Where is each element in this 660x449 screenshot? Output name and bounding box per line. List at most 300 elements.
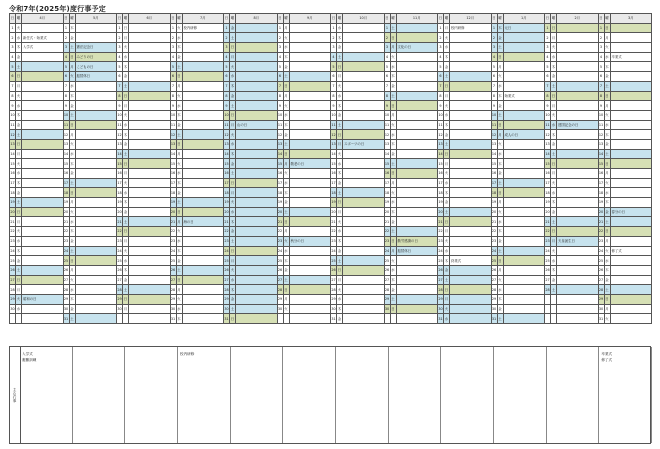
weekday-cell: 土 (230, 236, 236, 246)
day-cell: 21 (438, 217, 444, 227)
weekday-cell: 火 (283, 33, 289, 43)
weekday-cell: 火 (497, 139, 503, 149)
day-cell: 29 (224, 294, 230, 304)
day-cell: 15 (10, 159, 16, 169)
day-cell: 30 (224, 304, 230, 314)
weekday-cell: 水 (337, 159, 343, 169)
day-cell: 1 (117, 23, 123, 33)
weekday-cell: 金 (230, 294, 236, 304)
weekday-cell: 金 (283, 62, 289, 72)
day-cell: 10 (331, 110, 337, 120)
day-cell: 19 (170, 198, 176, 208)
weekday-cell: 水 (69, 81, 75, 91)
day-cell: 6 (438, 72, 444, 82)
event-cell (396, 91, 438, 101)
weekday-cell: 火 (176, 23, 182, 33)
event-cell (557, 275, 599, 285)
day-cell: 5 (438, 62, 444, 72)
event-cell: 新任式・始業式 (22, 33, 64, 43)
calendar-row (10, 265, 652, 275)
day-cell: 19 (438, 198, 444, 208)
day-cell: 5 (331, 62, 337, 72)
day-cell: 8 (598, 91, 604, 101)
calendar-row (10, 236, 652, 246)
day-cell: 29 (277, 294, 283, 304)
day-cell: 25 (10, 256, 16, 266)
day-cell: 8 (331, 91, 337, 101)
event-cell (396, 304, 438, 314)
day-cell: 22 (10, 227, 16, 237)
weekday-cell: 水 (16, 101, 22, 111)
day-cell: 16 (545, 169, 551, 179)
event-cell (289, 314, 331, 324)
event-cell (22, 198, 64, 208)
day-cell: 30 (598, 304, 604, 314)
day-cell: 14 (438, 149, 444, 159)
event-cell: 振替休日 (75, 72, 117, 82)
weekday-cell: 土 (390, 227, 396, 237)
event-cell (182, 139, 224, 149)
day-cell: 22 (63, 227, 69, 237)
day-cell: 12 (10, 130, 16, 140)
weekday-cell: 土 (390, 23, 396, 33)
weekday-cell: 月 (283, 294, 289, 304)
weekday-cell: 日 (123, 294, 129, 304)
event-cell (236, 275, 278, 285)
event-cell (75, 304, 117, 314)
weekday-cell: 土 (176, 130, 182, 140)
day-cell: 14 (224, 149, 230, 159)
event-cell (503, 81, 545, 91)
day-cell: 6 (117, 72, 123, 82)
event-cell (129, 23, 171, 33)
event-cell (610, 256, 652, 266)
day-cell: 28 (170, 285, 176, 295)
weekday-cell: 木 (69, 23, 75, 33)
event-cell (396, 23, 438, 33)
event-cell (289, 62, 331, 72)
summary-line: 校内研修 (180, 352, 195, 356)
weekday-cell: 月 (176, 285, 182, 295)
weekday-cell: 日 (390, 304, 396, 314)
weekday-cell: 月 (390, 246, 396, 256)
event-cell (129, 52, 171, 62)
weekday-cell: 水 (123, 256, 129, 266)
event-cell (289, 227, 331, 237)
event-cell (557, 62, 599, 72)
day-cell: 13 (598, 139, 604, 149)
event-cell (557, 256, 599, 266)
day-cell: 24 (438, 246, 444, 256)
event-cell (503, 236, 545, 246)
event-cell (129, 139, 171, 149)
event-cell (396, 101, 438, 111)
weekday-cell: 水 (230, 72, 236, 82)
calendar-row (10, 81, 652, 91)
month-header: 9月 (289, 14, 331, 24)
weekday-cell: 水 (551, 120, 557, 130)
weekday-cell: 木 (283, 120, 289, 130)
day-cell: 20 (224, 207, 230, 217)
day-cell: 2 (277, 33, 283, 43)
day-cell: 27 (491, 275, 497, 285)
event-cell (129, 81, 171, 91)
day-cell: 15 (545, 159, 551, 169)
day-cell: 4 (438, 52, 444, 62)
event-cell (75, 314, 117, 324)
event-cell (450, 207, 492, 217)
day-cell: 22 (438, 227, 444, 237)
weekday-cell: 木 (497, 23, 503, 33)
event-cell (236, 33, 278, 43)
header-day-9: 日 (438, 14, 444, 24)
event-cell (503, 207, 545, 217)
weekday-cell: 火 (123, 110, 129, 120)
event-cell (450, 188, 492, 198)
weekday-cell: 土 (497, 246, 503, 256)
day-cell: 11 (438, 120, 444, 130)
weekday-cell: 水 (230, 275, 236, 285)
event-cell: スポーツの日 (343, 139, 385, 149)
event-cell (22, 101, 64, 111)
calendar-row (10, 256, 652, 266)
event-cell (289, 285, 331, 295)
calendar-row (10, 52, 652, 62)
event-cell (236, 72, 278, 82)
day-cell: 9 (384, 101, 390, 111)
day-cell: 15 (224, 159, 230, 169)
weekday-cell: 金 (16, 52, 22, 62)
day-cell: 1 (331, 23, 337, 33)
day-cell: 1 (277, 23, 283, 33)
weekday-cell: 木 (390, 207, 396, 217)
weekday-cell: 水 (337, 294, 343, 304)
weekday-cell: 木 (230, 81, 236, 91)
event-cell (343, 149, 385, 159)
day-cell: 16 (63, 169, 69, 179)
events-summary-column (125, 347, 178, 443)
weekday-cell: 土 (123, 285, 129, 295)
day-cell: 29 (10, 294, 16, 304)
event-cell (236, 304, 278, 314)
event-cell (450, 178, 492, 188)
weekday-cell: 火 (230, 130, 236, 140)
day-cell: 30 (117, 304, 123, 314)
event-cell (129, 91, 171, 101)
day-cell: 14 (545, 149, 551, 159)
weekday-cell: 土 (176, 265, 182, 275)
weekday-cell: 水 (444, 43, 450, 53)
weekday-cell: 月 (230, 188, 236, 198)
day-cell: 28 (224, 285, 230, 295)
event-cell (503, 110, 545, 120)
weekday-cell: 金 (123, 139, 129, 149)
weekday-cell: 火 (230, 265, 236, 275)
day-cell: 17 (491, 178, 497, 188)
day-cell: 9 (545, 101, 551, 111)
weekday-cell: 金 (497, 101, 503, 111)
day-cell: 5 (277, 62, 283, 72)
header-day-12: 日 (598, 14, 604, 24)
weekday-cell: 火 (551, 178, 557, 188)
day-cell: 15 (491, 159, 497, 169)
event-cell (129, 33, 171, 43)
weekday-cell: 木 (176, 43, 182, 53)
day-cell: 23 (63, 236, 69, 246)
weekday-cell: 日 (69, 256, 75, 266)
weekday-cell: 日 (230, 246, 236, 256)
weekday-cell: 月 (283, 91, 289, 101)
weekday-cell: 土 (551, 285, 557, 295)
day-cell: 10 (277, 110, 283, 120)
weekday-cell: 月 (230, 120, 236, 130)
day-cell: 8 (545, 91, 551, 101)
event-cell (610, 304, 652, 314)
day-cell: 7 (545, 81, 551, 91)
day-cell: 10 (170, 110, 176, 120)
event-cell (450, 169, 492, 179)
event-cell (75, 139, 117, 149)
day-cell: 5 (545, 62, 551, 72)
day-cell: 13 (491, 139, 497, 149)
day-cell: 2 (170, 33, 176, 43)
calendar-row (10, 275, 652, 285)
day-cell: 11 (545, 120, 551, 130)
event-cell (610, 159, 652, 169)
day-cell: 6 (224, 72, 230, 82)
day-cell: 27 (545, 275, 551, 285)
event-cell (129, 275, 171, 285)
weekday-cell: 火 (16, 159, 22, 169)
weekday-cell: 火 (551, 110, 557, 120)
day-cell: 28 (438, 285, 444, 295)
weekday-cell: 火 (69, 72, 75, 82)
event-cell (557, 246, 599, 256)
header-weekday-7: 曜 (337, 14, 343, 24)
event-cell: こどもの日 (75, 62, 117, 72)
event-cell (236, 43, 278, 53)
day-cell: 6 (10, 72, 16, 82)
weekday-cell: 火 (283, 101, 289, 111)
event-cell (236, 52, 278, 62)
day-cell: 10 (438, 110, 444, 120)
event-cell (182, 198, 224, 208)
weekday-cell: 水 (176, 33, 182, 43)
weekday-cell: 金 (123, 207, 129, 217)
event-cell (396, 285, 438, 295)
event-cell (396, 130, 438, 140)
weekday-cell: 火 (444, 236, 450, 246)
day-cell: 29 (384, 294, 390, 304)
event-cell (75, 265, 117, 275)
weekday-cell: 火 (283, 169, 289, 179)
weekday-cell: 日 (444, 217, 450, 227)
day-cell: 25 (491, 256, 497, 266)
weekday-cell: 火 (123, 178, 129, 188)
day-cell: 16 (224, 169, 230, 179)
day-cell: 25 (545, 256, 551, 266)
event-cell (129, 130, 171, 140)
day-cell: 7 (170, 81, 176, 91)
month-header-row (10, 14, 652, 24)
weekday-cell: 土 (176, 62, 182, 72)
calendar-row (10, 72, 652, 82)
day-cell: 18 (545, 188, 551, 198)
weekday-cell: 月 (283, 227, 289, 237)
day-cell: 11 (331, 120, 337, 130)
day-cell: 17 (384, 178, 390, 188)
day-cell: 22 (491, 227, 497, 237)
day-cell: 6 (277, 72, 283, 82)
event-cell (503, 246, 545, 256)
event-cell: 昭和の日 (22, 294, 64, 304)
weekday-cell: 水 (337, 227, 343, 237)
weekday-cell: 土 (551, 81, 557, 91)
event-cell (129, 285, 171, 295)
weekday-cell: 日 (337, 62, 343, 72)
day-cell: 12 (170, 130, 176, 140)
weekday-cell: 木 (337, 101, 343, 111)
weekday-cell: 土 (444, 207, 450, 217)
day-cell: 30 (438, 304, 444, 314)
weekday-cell: 月 (123, 236, 129, 246)
weekday-cell: 日 (283, 81, 289, 91)
day-cell: 17 (63, 178, 69, 188)
day-cell: 18 (117, 188, 123, 198)
weekday-cell: 日 (390, 169, 396, 179)
weekday-cell: 金 (337, 110, 343, 120)
event-cell (557, 178, 599, 188)
weekday-cell: 金 (337, 246, 343, 256)
day-cell: 21 (277, 217, 283, 227)
day-cell: 5 (598, 62, 604, 72)
event-cell (22, 130, 64, 140)
weekday-cell: 日 (283, 285, 289, 295)
events-summary-column (441, 347, 494, 443)
event-cell (450, 159, 492, 169)
month-header: 4月 (22, 14, 64, 24)
month-header: 2月 (557, 14, 599, 24)
weekday-cell: 水 (604, 120, 610, 130)
event-cell (396, 149, 438, 159)
event-cell (129, 72, 171, 82)
weekday-cell: 木 (69, 91, 75, 101)
weekday-cell: 月 (497, 62, 503, 72)
event-cell (503, 120, 545, 130)
weekday-cell: 火 (69, 207, 75, 217)
weekday-cell: 土 (16, 198, 22, 208)
weekday-cell: 月 (123, 101, 129, 111)
event-cell: 卒業式 (610, 52, 652, 62)
calendar-row (10, 33, 652, 43)
event-cell (75, 149, 117, 159)
event-cell (129, 110, 171, 120)
event-cell (75, 275, 117, 285)
event-cell (450, 72, 492, 82)
weekday-cell: 金 (390, 149, 396, 159)
event-cell (129, 101, 171, 111)
weekday-cell: 水 (230, 139, 236, 149)
day-cell: 23 (117, 236, 123, 246)
event-cell (75, 81, 117, 91)
day-cell: 13 (438, 139, 444, 149)
weekday-cell: 火 (16, 227, 22, 237)
weekday-cell: 火 (604, 110, 610, 120)
weekday-cell: 日 (283, 217, 289, 227)
day-cell: 23 (438, 236, 444, 246)
event-cell (610, 110, 652, 120)
event-cell (22, 227, 64, 237)
event-cell (396, 81, 438, 91)
event-cell (289, 139, 331, 149)
event-cell (75, 110, 117, 120)
calendar-row (10, 169, 652, 179)
event-cell (75, 159, 117, 169)
weekday-cell: 金 (337, 314, 343, 324)
weekday-cell: 日 (176, 139, 182, 149)
event-cell (22, 207, 64, 217)
day-cell: 3 (117, 43, 123, 53)
event-cell (557, 72, 599, 82)
header-day-1: 日 (10, 14, 16, 24)
day-cell: 22 (598, 227, 604, 237)
day-cell: 12 (117, 130, 123, 140)
event-cell (343, 33, 385, 43)
event-cell (236, 110, 278, 120)
event-cell (182, 207, 224, 217)
day-cell: 3 (545, 43, 551, 53)
day-cell: 28 (277, 285, 283, 295)
weekday-cell: 木 (337, 236, 343, 246)
weekday-cell: 月 (283, 159, 289, 169)
weekday-cell: 火 (444, 169, 450, 179)
event-cell (610, 130, 652, 140)
event-cell (610, 169, 652, 179)
weekday-cell: 金 (283, 130, 289, 140)
weekday-cell: 金 (444, 130, 450, 140)
weekday-cell: 日 (230, 178, 236, 188)
event-cell (557, 304, 599, 314)
weekday-cell: 日 (230, 110, 236, 120)
weekday-cell: 金 (604, 275, 610, 285)
weekday-cell: 土 (283, 275, 289, 285)
weekday-cell: 土 (283, 139, 289, 149)
event-cell (503, 149, 545, 159)
weekday-cell: 火 (604, 314, 610, 324)
calendar-row (10, 101, 652, 111)
event-cell (396, 227, 438, 237)
event-cell (343, 130, 385, 140)
event-cell (289, 207, 331, 217)
calendar-row (10, 198, 652, 208)
day-cell: 2 (491, 33, 497, 43)
event-cell (289, 52, 331, 62)
event-cell (610, 294, 652, 304)
day-cell: 13 (63, 139, 69, 149)
event-cell (289, 120, 331, 130)
event-cell (75, 188, 117, 198)
day-cell: 31 (491, 314, 497, 324)
day-cell: 21 (170, 217, 176, 227)
header-day-3: 日 (117, 14, 123, 24)
header-day-7: 日 (331, 14, 337, 24)
header-weekday-10: 曜 (497, 14, 503, 24)
event-cell (396, 72, 438, 82)
day-cell: 26 (224, 265, 230, 275)
day-cell: 20 (331, 207, 337, 217)
day-cell: 14 (491, 149, 497, 159)
day-cell: 8 (384, 91, 390, 101)
